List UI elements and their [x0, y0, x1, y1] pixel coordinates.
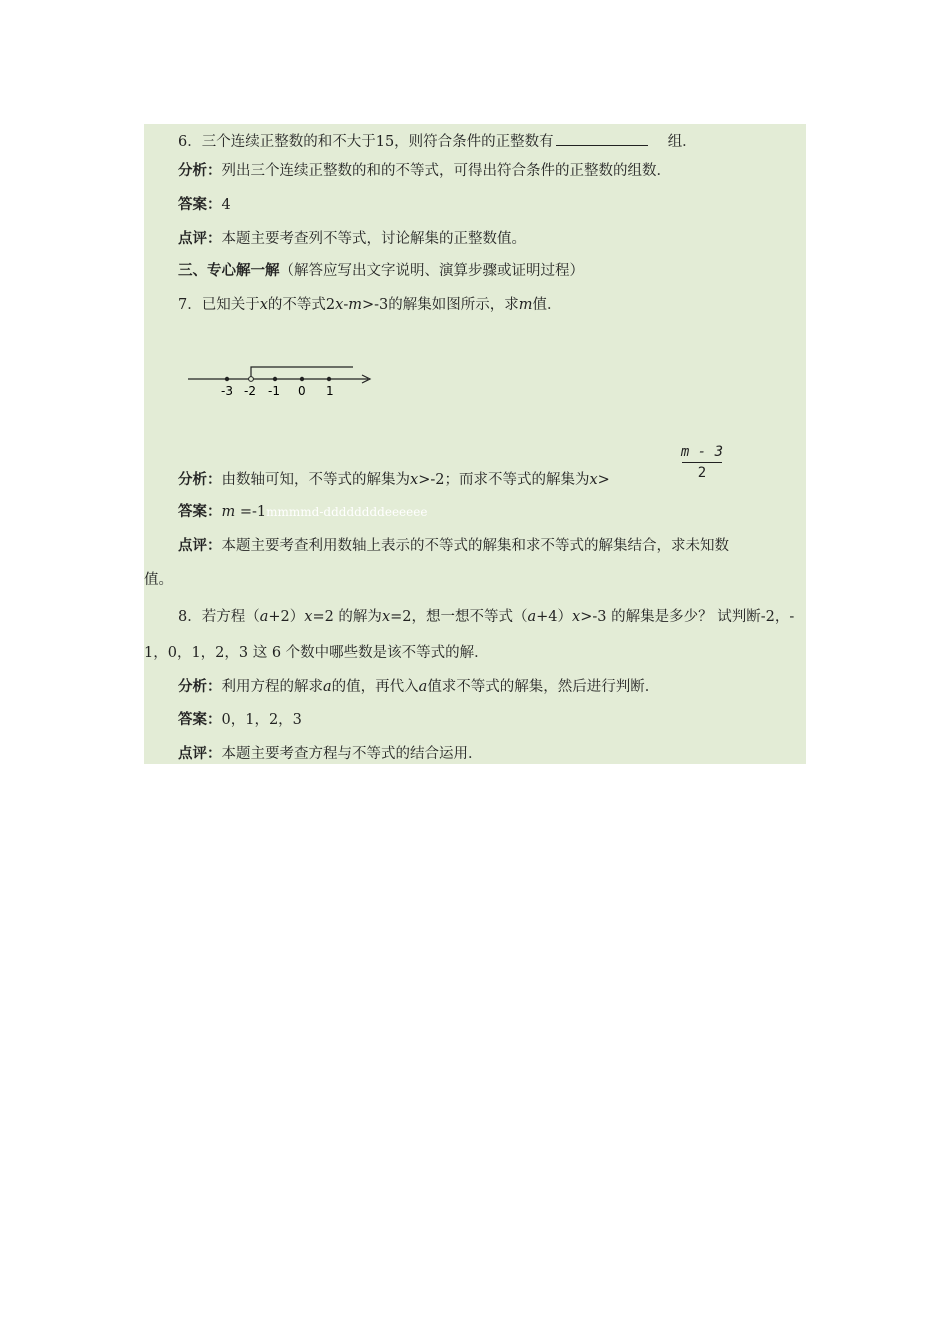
- fraction-m-minus-3-over-2: [680, 442, 724, 483]
- analysis-text: >: [597, 472, 610, 488]
- q8-answer: [178, 710, 302, 730]
- analysis-label: 分析：: [178, 678, 222, 695]
- q7-answer: [178, 502, 427, 522]
- analysis-text: 利用方程的解求: [221, 679, 323, 695]
- var-x: x: [335, 297, 344, 313]
- q8-text: =2，想一想不等式（: [390, 609, 528, 625]
- var-a: a: [259, 609, 269, 625]
- tick-point-0: [300, 377, 304, 381]
- q7-analysis: [178, 470, 610, 490]
- var-a: a: [418, 679, 428, 695]
- q6-analysis: [178, 161, 671, 181]
- tick-label: -2: [244, 384, 256, 398]
- q6-answer: [178, 195, 231, 215]
- answer-text: 4: [221, 197, 231, 213]
- analysis-label: 分析：: [178, 471, 222, 488]
- answer-blank: [556, 131, 648, 146]
- q8-text: +2）: [268, 609, 305, 625]
- q8-text: 1，0，1，2，3 这 6 个数中哪些数是该不等式的解．: [144, 645, 489, 661]
- tick-point-1: [327, 377, 331, 381]
- answer-label: 答案：: [178, 196, 222, 213]
- var-x: x: [572, 609, 581, 625]
- tick-label: -3: [221, 384, 233, 398]
- q7-ineq: 2: [325, 297, 336, 313]
- q6-question-text: 6．三个连续正整数的和不大于15，则符合条件的正整数有: [178, 134, 554, 150]
- analysis-text: 由数轴可知，不等式的解集为: [221, 472, 410, 488]
- q6-question-end: 组．: [667, 134, 697, 150]
- var-x: x: [304, 609, 313, 625]
- comment-text: 本题主要考查方程与不等式的结合运用．: [221, 746, 483, 762]
- q7-comment-cont: [144, 570, 173, 590]
- q6-question: [178, 131, 697, 152]
- tick-label: 1: [326, 384, 334, 398]
- tick-label: -1: [268, 384, 280, 398]
- q7-question: [178, 295, 562, 315]
- q7-ineq: >-3: [362, 297, 389, 313]
- q7-text: 的解集如图所示，求: [388, 297, 519, 313]
- var-m: m: [348, 297, 362, 313]
- answer-text: =-1: [235, 504, 267, 520]
- var-x: x: [410, 472, 419, 488]
- fraction-numerator: m - 3: [680, 444, 724, 460]
- hidden-watermark-text: mmmmd-ddddddddeeeeee: [266, 505, 428, 519]
- var-x: x: [589, 472, 598, 488]
- var-m: m: [221, 504, 236, 520]
- open-circle-point--2: [249, 377, 254, 382]
- q8-text: +4）: [536, 609, 573, 625]
- answer-text: 0，1，2，3: [221, 712, 302, 728]
- q7-text: 7．已知关于: [178, 297, 260, 313]
- analysis-text: >-2；而求不等式的解集为: [418, 472, 590, 488]
- var-a: a: [323, 679, 332, 695]
- var-m: m: [518, 297, 533, 313]
- var-x: x: [381, 609, 391, 625]
- number-line-figure: [186, 360, 386, 404]
- q8-comment: [178, 744, 483, 764]
- analysis-text: 值求不等式的解集，然后进行判断．: [427, 679, 660, 695]
- q6-comment: [178, 229, 526, 249]
- q8-analysis: [178, 677, 659, 697]
- answer-label: 答案：: [178, 711, 222, 728]
- comment-text: 本题主要考查列不等式，讨论解集的正整数值。: [221, 231, 526, 247]
- analysis-label: 分析：: [178, 162, 222, 179]
- comment-text: 值。: [144, 572, 173, 588]
- fraction-denominator: 2: [697, 465, 707, 481]
- q8-text: =2 的解为: [312, 609, 382, 625]
- answer-label: 答案：: [178, 503, 222, 520]
- tick-point--1: [273, 377, 277, 381]
- q8-question-cont: [144, 643, 489, 663]
- q7-text: 的不等式: [267, 297, 326, 313]
- q8-text: >-3 的解集是多少？ 试判断-2，-: [580, 609, 795, 625]
- q8-question: [178, 607, 794, 627]
- analysis-text: 的值，再代入: [331, 679, 419, 695]
- analysis-text: 列出三个连续正整数的和的不等式，可得出符合条件的正整数的组数．: [221, 163, 671, 179]
- q7-text: 值．: [532, 297, 562, 313]
- q7-ineq: -: [343, 297, 349, 313]
- section-3-heading: [178, 261, 584, 281]
- q7-comment: [178, 536, 729, 556]
- comment-text: 本题主要考查利用数轴上表示的不等式的解集和求不等式的解集结合，求未知数: [221, 538, 729, 554]
- tick-label: 0: [298, 384, 306, 398]
- comment-label: 点评：: [178, 230, 222, 247]
- comment-label: 点评：: [178, 745, 222, 762]
- section-note: （解答应写出文字说明、演算步骤或证明过程）: [279, 263, 584, 279]
- q8-text: 8．若方程（: [178, 609, 260, 625]
- section-title: 三、专心解一解: [178, 262, 280, 279]
- var-a: a: [527, 609, 537, 625]
- tick-point--3: [225, 377, 229, 381]
- var-x: x: [259, 297, 268, 313]
- comment-label: 点评：: [178, 537, 222, 554]
